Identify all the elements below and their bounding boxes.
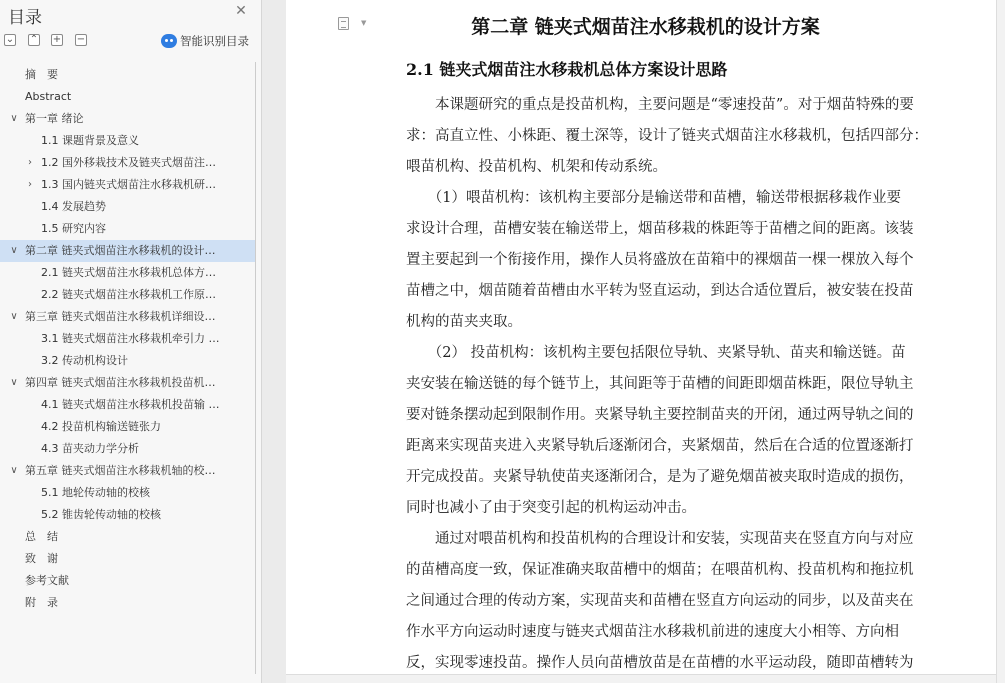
toc-item-label: 1.4 发展趋势 (41, 200, 106, 213)
toc-sidebar (0, 0, 262, 683)
smart-robot-icon (161, 34, 177, 48)
toc-item[interactable] (0, 504, 255, 526)
toc-item-label: 5.1 地轮传动轴的校核 (41, 486, 150, 499)
toc-item-label: 1.2 国外移栽技术及链夹式烟苗注… (41, 156, 216, 169)
paragraph-line: 置主要起到一个衔接作用，操作人员将盛放在苗箱中的裸烟苗一棵一棵放入每个 (406, 252, 914, 268)
sidebar-toolbar (0, 31, 262, 51)
toc-item[interactable] (0, 86, 255, 108)
paragraph-line: 本课题研究的重点是投苗机构，主要问题是“零速投苗”。对于烟苗特殊的要 (406, 97, 914, 113)
toc-item[interactable] (0, 262, 255, 284)
toc-item-label: 致 谢 (25, 552, 58, 565)
toc-item[interactable] (0, 218, 255, 240)
toc-item[interactable] (0, 482, 255, 504)
paragraph-line: （1）喂苗机构：该机构主要部分是输送带和苗槽，输送带根据移栽作业要 (406, 190, 901, 206)
paragraph-line: 机构的苗夹夹取。 (406, 314, 522, 330)
collapse-all-icon[interactable]: ⌄ (5, 34, 15, 45)
chevron-down-icon[interactable]: ∨ (10, 245, 18, 256)
toc-item[interactable] (0, 570, 255, 592)
document-page[interactable] (286, 0, 1005, 683)
chevron-down-icon[interactable]: ∨ (10, 465, 18, 476)
toc-item[interactable] (0, 526, 255, 548)
toc-item-label: 第四章 链夹式烟苗注水移栽机投苗机… (25, 376, 216, 389)
paragraph-line: 苗槽之中，烟苗随着苗槽由水平转为竖直运动，到达合适位置后，被安装在投苗 (406, 283, 914, 299)
chevron-right-icon[interactable]: › (28, 179, 32, 190)
toc-item-label: 总 结 (25, 530, 58, 543)
toc-item-label: 2.2 链夹式烟苗注水移栽机工作原… (41, 288, 216, 301)
paragraph-line: （2） 投苗机构：该机构主要包括限位导轨、夹紧导轨、苗夹和输送链。苗 (406, 345, 906, 361)
chapter-title: 第二章 链夹式烟苗注水移栽机的设计方案 (471, 16, 820, 38)
toc-item-label: 附 录 (25, 596, 58, 609)
toc-item[interactable] (0, 438, 255, 460)
toc-item[interactable] (0, 108, 255, 130)
paragraph (406, 338, 961, 524)
toc-item-label: 1.1 课题背景及意义 (41, 134, 139, 147)
close-icon[interactable]: ✕ (235, 3, 247, 19)
sidebar-scrollbar[interactable] (255, 62, 259, 674)
paragraph-line: 喂苗机构、投苗机构、机架和传动系统。 (406, 159, 667, 175)
toc-item[interactable] (0, 306, 255, 328)
add-heading-icon[interactable]: + (52, 34, 62, 45)
paragraph-line: 作水平方向运动时速度与链夹式烟苗注水移栽机前进的速度大小相等、方向相 (406, 624, 899, 640)
toc-item-label: 4.1 链夹式烟苗注水移栽机投苗输 … (41, 398, 220, 411)
chevron-down-icon[interactable]: ∨ (10, 311, 18, 322)
sidebar-title: 目录 (8, 8, 42, 28)
toc-item[interactable] (0, 350, 255, 372)
paragraph-line: 之间通过合理的传动方案，实现苗夹和苗槽在竖直方向运动的同步，以及苗夹在 (406, 593, 914, 609)
toc-item-label: Abstract (25, 90, 72, 103)
toc-item-label: 第二章 链夹式烟苗注水移栽机的设计… (25, 244, 216, 257)
toc-item[interactable] (0, 416, 255, 438)
toc-item[interactable] (0, 284, 255, 306)
toc-item-label: 3.2 传动机构设计 (41, 354, 128, 367)
toc-item[interactable] (0, 240, 255, 262)
toc-item-label: 3.1 链夹式烟苗注水移栽机牵引力 … (41, 332, 220, 345)
toc-item[interactable] (0, 174, 255, 196)
horizontal-scrollbar[interactable] (286, 674, 996, 683)
toc-item-label: 1.3 国内链夹式烟苗注水移栽机研… (41, 178, 216, 191)
toc-item[interactable] (0, 130, 255, 152)
expand-up-icon[interactable]: ⌃ (29, 34, 39, 45)
toc-item-label: 4.3 苗夹动力学分析 (41, 442, 139, 455)
paragraph-line: 反，实现零速投苗。操作人员向苗槽放苗是在苗槽的水平运动段，随即苗槽转为 (406, 655, 914, 671)
paragraph-line: 开完成投苗。夹紧导轨使苗夹逐渐闭合，是为了避免烟苗被夹取时造成的损伤， (406, 469, 914, 485)
toc-item[interactable] (0, 64, 255, 86)
toc-item[interactable] (0, 394, 255, 416)
toc-item-label: 2.1 链夹式烟苗注水移栽机总体方… (41, 266, 216, 279)
toc-item-label: 5.2 锥齿轮传动轴的校核 (41, 508, 161, 521)
paragraph (406, 183, 961, 338)
toc-item[interactable] (0, 460, 255, 482)
paragraph-line: 通过对喂苗机构和投苗机构的合理设计和安装，实现苗夹在竖直方向与对应 (406, 531, 914, 547)
toc-item-label: 第五章 链夹式烟苗注水移栽机轴的校… (25, 464, 216, 477)
toc-item-label: 1.5 研究内容 (41, 222, 106, 235)
toc-item[interactable] (0, 372, 255, 394)
toc-item-label: 4.2 投苗机构输送链张力 (41, 420, 161, 433)
toc-item-label: 摘 要 (25, 68, 58, 81)
toc-item[interactable] (0, 548, 255, 570)
paragraph (406, 524, 961, 679)
chevron-right-icon[interactable]: › (28, 157, 32, 168)
smart-toc-button[interactable] (161, 33, 249, 49)
paragraph-line: 求设计合理，苗槽安装在输送带上，烟苗移栽的株距等于苗槽之间的距离。该装 (406, 221, 914, 237)
paragraph (406, 90, 961, 183)
toc-item-label: 参考文献 (25, 574, 69, 587)
toc-item-label: 第一章 绪论 (25, 112, 84, 125)
paragraph-line: 距离来实现苗夹进入夹紧导轨后逐渐闭合，夹紧烟苗，然后在合适的位置逐渐打 (406, 438, 914, 454)
toc-item-label: 第三章 链夹式烟苗注水移栽机详细设… (25, 310, 216, 323)
sidebar-header (0, 0, 262, 30)
paragraph-line: 求：高直立性、小株距、覆土深等，设计了链夹式烟苗注水移栽机，包括四部分： (406, 128, 928, 144)
chevron-down-icon[interactable]: ∨ (10, 377, 18, 388)
paragraph-line: 夹安装在输送链的每个链节上，其间距等于苗槽的间距即烟苗株距，限位导轨主 (406, 376, 914, 392)
chevron-down-icon[interactable]: ∨ (10, 113, 18, 124)
paragraph-line: 同时也减小了由于突变引起的机构运动冲击。 (406, 500, 696, 516)
paragraph-line: 的苗槽高度一致，保证准确夹取苗槽中的烟苗；在喂苗机构、投苗机构和拖拉机 (406, 562, 914, 578)
smart-toc-label: 智能识别目录 (180, 34, 249, 48)
remove-heading-icon[interactable]: − (76, 34, 86, 45)
toc-item[interactable] (0, 328, 255, 350)
vertical-scrollbar[interactable] (996, 0, 1005, 683)
paragraph-line: 要对链条摆动起到限制作用。夹紧导轨主要控制苗夹的开闭，通过两导轨之间的 (406, 407, 914, 423)
section-title: 2.1 链夹式烟苗注水移栽机总体方案设计思路 (406, 60, 728, 79)
toc-item[interactable] (0, 196, 255, 218)
toc-list (0, 64, 255, 614)
toc-item[interactable] (0, 152, 255, 174)
document-gutter (262, 0, 286, 683)
toc-item[interactable] (0, 592, 255, 614)
document-area (262, 0, 1005, 683)
chevron-down-icon[interactable]: ▼ (361, 19, 367, 27)
